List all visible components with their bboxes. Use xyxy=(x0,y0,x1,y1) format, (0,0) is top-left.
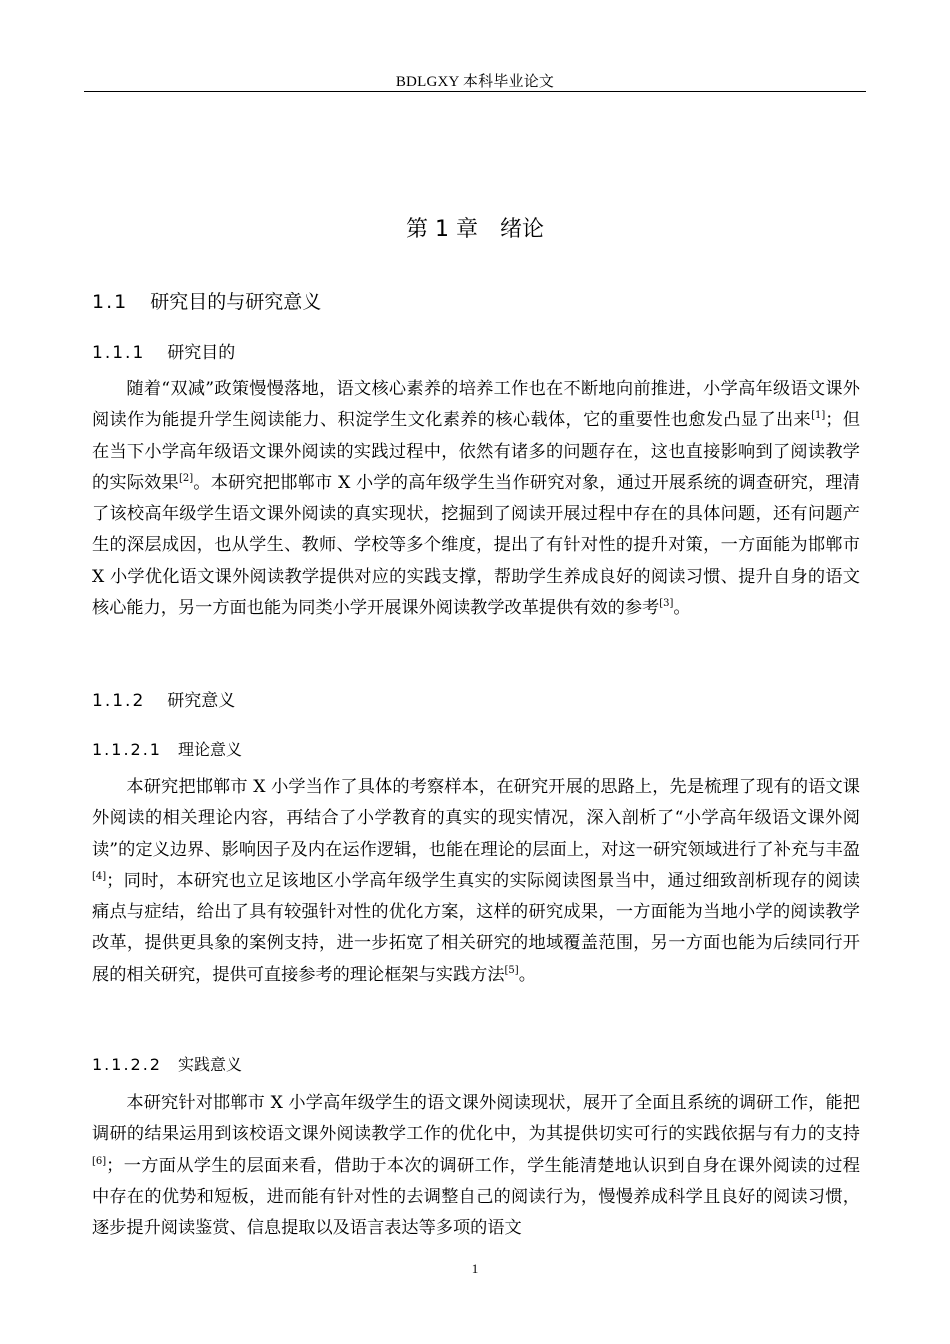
section-title: 研究意义 xyxy=(167,691,236,711)
paragraph-text: ；一方面从学生的层面来看，借助于本次的调研工作，学生能清楚地认识到自身在课外阅读的过程中存在的优势和短板，进而能有针对性的去调整自己的阅读行为，慢慢养成科学且良好的阅读习惯，逐步提升阅读鉴赏、信息提取以及语言表达等多项的语文 xyxy=(92,1155,860,1239)
paragraph-text: 。 xyxy=(673,598,691,619)
paragraph-text: 本研究针对邯郸市 X 小学高年级学生的语文课外阅读现状，展开了全面且系统的调研工作，能把调研的结果运用到该校语文课外阅读教学工作的优化中，为其提供切实可行的实践依据与有力的支持 xyxy=(92,1093,860,1145)
citation-ref: [1] xyxy=(811,410,826,422)
section-title: 实践意义 xyxy=(177,1055,242,1074)
section-title: 理论意义 xyxy=(177,740,242,759)
citation-ref: [5] xyxy=(504,964,519,976)
section-number: 1.1.2 xyxy=(92,691,146,711)
citation-ref: [6] xyxy=(92,1155,107,1167)
section-title: 研究目的 xyxy=(167,343,236,363)
citation-ref: [3] xyxy=(659,598,674,610)
chapter-title: 第 1 章 绪论 xyxy=(406,217,544,242)
paragraph-text: 随着“双减”政策慢慢落地，语文核心素养的培养工作也在不断地向前推进，小学高年级语文课外阅读作为能提升学生阅读能力、积淀学生文化素养的核心载体，它的重要性也愈发凸显了出来 xyxy=(92,379,860,431)
page-header: BDLGXY 本科毕业论文 xyxy=(395,74,555,90)
paragraph-text: ；但在当下小学高年级语文课外阅读的实践过程中，依然有诸多的问题存在，这也直接影响到了阅读教学的实际效果 xyxy=(92,410,860,493)
citation-ref: [4] xyxy=(92,870,107,882)
section-number: 1.1.1 xyxy=(92,343,146,363)
paragraph-text: 。本研究把邯郸市 X 小学的高年级学生当作研究对象，通过开展系统的调查研究，理清了该校高年级学生语文课外阅读的真实现状，挖掘到了阅读开展过程中存在的具体问题，还有问题产生的深层成因，也从学生、教师、学校等多个维度，提出了有针对性的提升对策，一方面能为邯郸市 X 小学优化语文课外阅读教学提供对应的实践支撑，帮助学生养成良好的阅读习惯、提升自身的语文核心能力，另一方面也能为同类小学开展课外阅读教学改革提供有效的参考 xyxy=(92,472,860,619)
paragraph-text: 。 xyxy=(518,964,536,985)
section-number: 1.1.2.1 xyxy=(92,740,162,759)
paragraph-text: ；同时，本研究也立足该地区小学高年级学生真实的实际阅读图景当中，通过细致剖析现存的阅读痛点与症结，给出了具有较强针对性的优化方案，这样的研究成果，一方面能为当地小学的阅读教学改革，提供更具象的案例支持，进一步拓宽了相关研究的地域覆盖范围，另一方面也能为后续同行开展的相关研究，提供可直接参考的理论框架与实践方法 xyxy=(92,870,860,985)
section-title: 研究目的与研究意义 xyxy=(150,291,322,313)
page-number: 1 xyxy=(471,1261,479,1276)
section-number: 1.1.2.2 xyxy=(92,1055,162,1074)
citation-ref: [2] xyxy=(178,472,194,484)
paragraph-text: 本研究把邯郸市 X 小学当作了具体的考察样本，在研究开展的思路上，先是梳理了现有的语文课外阅读的相关理论内容，再结合了小学教育的真实的现实情况，深入剖析了“小学高年级语文课外阅读”的定义边界、影响因子及内在运作逻辑，也能在理论的层面上，对这一研究领域进行了补充与丰盈 xyxy=(92,777,860,860)
section-heading-1-1-2 xyxy=(92,686,235,711)
header-divider xyxy=(84,91,866,92)
section-heading-1-1-2-1 xyxy=(92,737,242,760)
paragraph-research-purpose xyxy=(92,374,860,624)
section-heading-1-1-2-2 xyxy=(92,1052,242,1075)
section-heading-1-1 xyxy=(92,287,321,314)
section-number: 1.1 xyxy=(92,291,129,313)
paragraph-practical-significance xyxy=(92,1088,860,1244)
paragraph-theoretical-significance xyxy=(92,772,860,991)
section-heading-1-1-1 xyxy=(92,338,235,363)
